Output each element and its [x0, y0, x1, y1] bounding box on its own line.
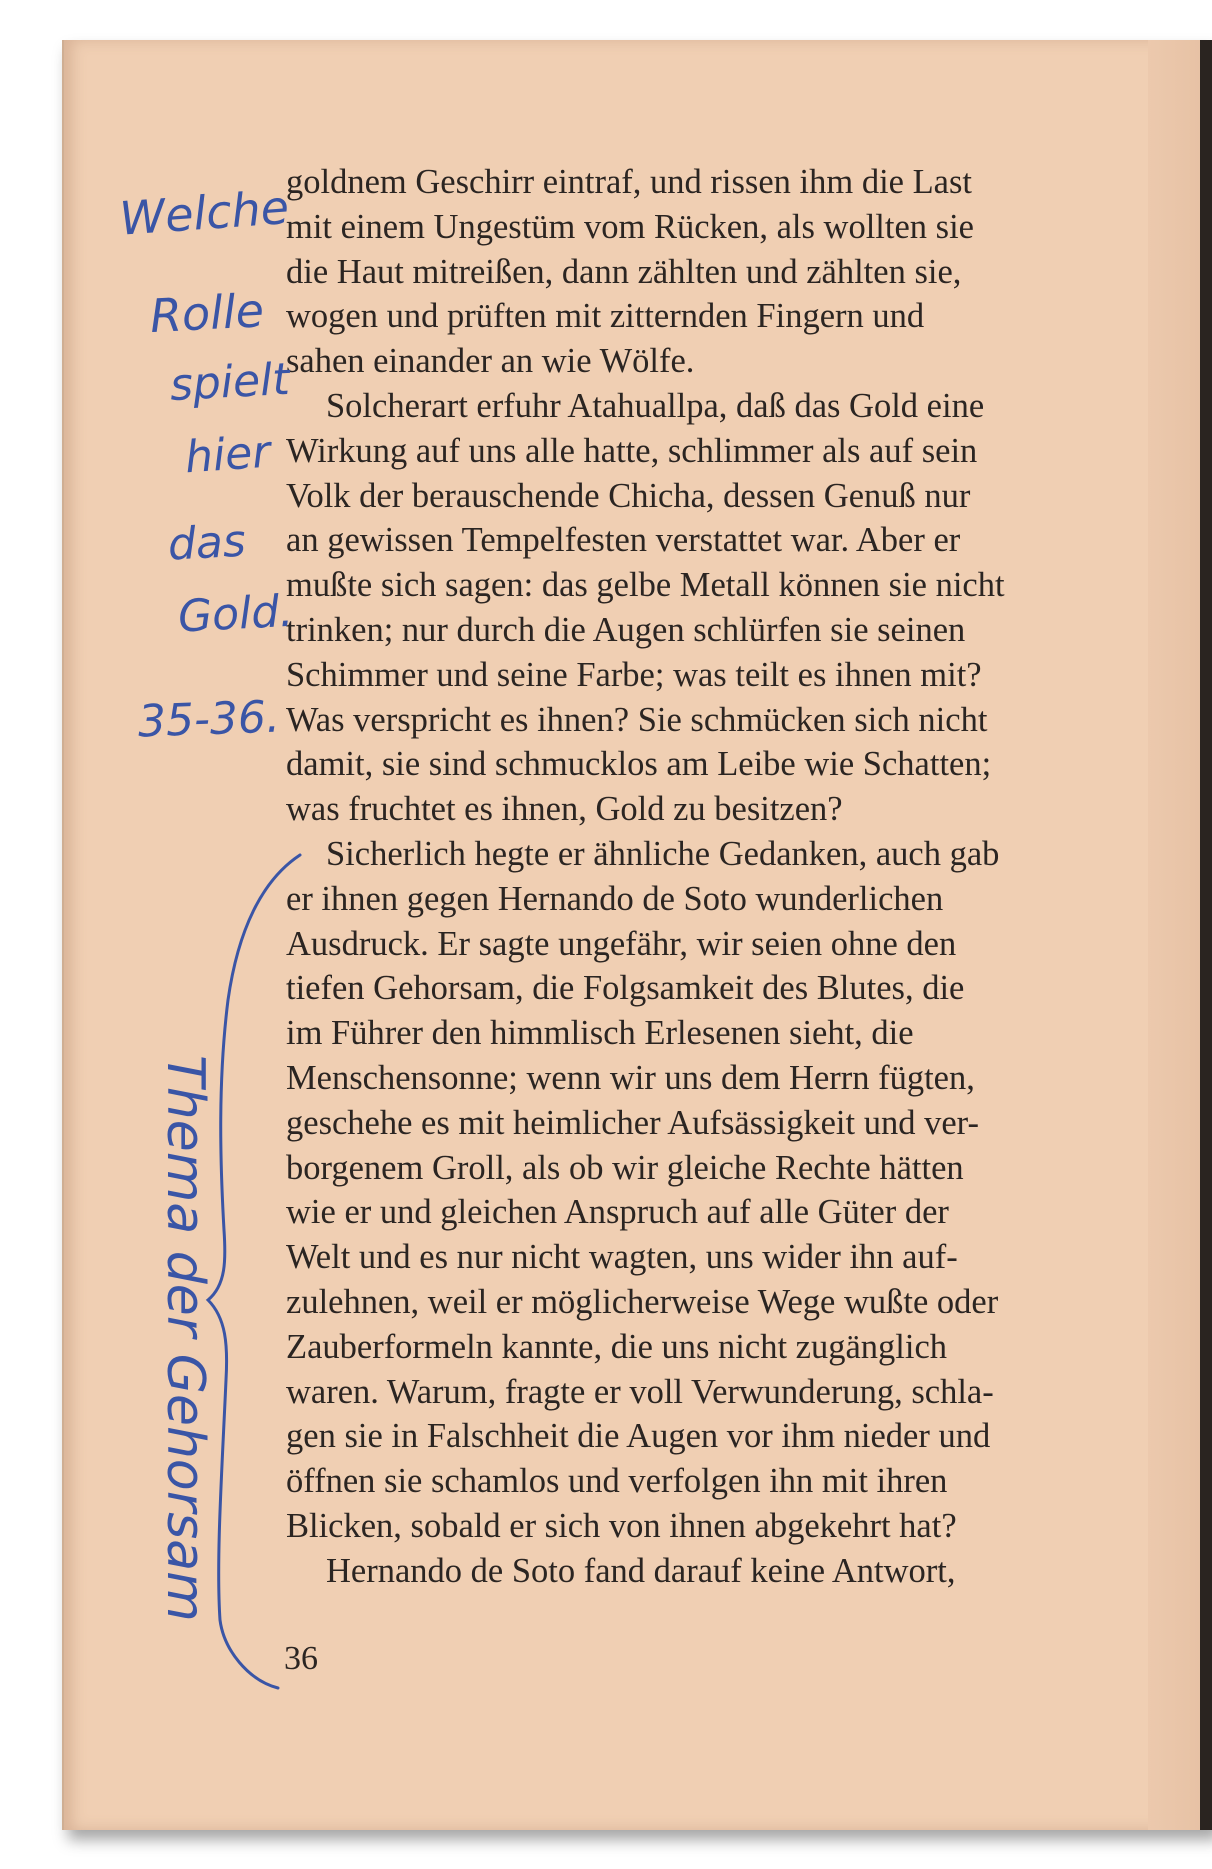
annotation-vertical-note: Thema der Gehorsam [155, 1055, 215, 1622]
page-number: 36 [284, 1640, 318, 1677]
text-line: mit einem Ungestüm vom Rücken, als wollten sie [286, 207, 974, 246]
text-line: Sicherlich hegte er ähnliche Gedanken, auch gab [326, 834, 1000, 873]
annotation-word: Welche [117, 180, 291, 246]
text-line: goldnem Geschirr eintraf, und rissen ihm die Last [286, 163, 972, 201]
text-line: öffnen sie schamlos und verfolgen ihn mit ihren [286, 1462, 948, 1501]
text-line: borgenem Groll, als ob wir gleiche Rechte hätten [286, 1148, 964, 1187]
text-line: die Haut mitreißen, dann zählten und zählten sie, [286, 252, 962, 291]
annotation-word: Rolle [148, 283, 266, 344]
text-line: waren. Warum, fragte er voll Verwunderung, schla- [286, 1372, 994, 1411]
text-line: damit, sie sind schmucklos am Leibe wie Schatten; [286, 745, 992, 784]
text-line: was fruchtet es ihnen, Gold zu besitzen? [286, 790, 843, 829]
text-line: Solcherart erfuhr Atahuallpa, daß das Gold eine [326, 386, 985, 425]
annotation-word: Gold. [176, 585, 295, 643]
text-line: Menschensonne; wenn wir uns dem Herrn fügten, [286, 1058, 975, 1097]
body-text [286, 160, 1141, 1594]
facing-page-edge [1148, 40, 1200, 1830]
text-line: tiefen Gehorsam, die Folgsamkeit des Blutes, die [286, 969, 965, 1008]
background-edge [1200, 40, 1212, 1830]
text-line: Welt und es nur nicht wagten, uns wider ihn auf- [286, 1238, 958, 1277]
text-line: im Führer den himmlisch Erlesenen sieht, die [286, 1014, 914, 1053]
text-line: Hernando de Soto fand darauf keine Antwort, [326, 1551, 956, 1590]
text-line: zulehnen, weil er möglicherweise Wege wußte oder [286, 1282, 999, 1321]
text-line: mußte sich sagen: das gelbe Metall können sie nicht [286, 566, 1005, 605]
text-line: sahen einander an wie Wölfe. [286, 342, 695, 381]
text-line: Blicken, sobald er sich von ihnen abgekehrt hat? [286, 1506, 957, 1545]
text-line: wogen und prüften mit zitternden Fingern und [286, 297, 925, 336]
text-line: Ausdruck. Er sagte ungefähr, wir seien ohne den [286, 924, 957, 963]
text-line: Volk der berauschende Chicha, dessen Genuß nur [286, 476, 971, 515]
annotation-word: das [166, 515, 248, 571]
text-line: an gewissen Tempelfesten verstattet war. Aber er [286, 521, 961, 560]
text-line: trinken; nur durch die Augen schlürfen sie seinen [286, 610, 966, 649]
annotation-word: spielt [168, 353, 291, 412]
annotation-word: 35-36. [137, 691, 281, 748]
text-line: wie er und gleichen Anspruch auf alle Güter der [286, 1193, 949, 1232]
text-line: Zauberformeln kannte, die uns nicht zugänglich [286, 1327, 948, 1366]
text-line: geschehe es mit heimlicher Aufsässigkeit und ver- [286, 1103, 979, 1142]
text-line: gen sie in Falschheit die Augen vor ihm nieder und [286, 1417, 991, 1456]
text-line: er ihnen gegen Hernando de Soto wunderlichen [286, 879, 944, 918]
text-line: Wirkung auf uns alle hatte, schlimmer als auf sein [286, 431, 978, 470]
text-line: Schimmer und seine Farbe; was teilt es ihnen mit? [286, 655, 982, 694]
annotation-word: hier [183, 426, 272, 484]
text-line: Was verspricht es ihnen? Sie schmücken sich nicht [286, 700, 988, 739]
